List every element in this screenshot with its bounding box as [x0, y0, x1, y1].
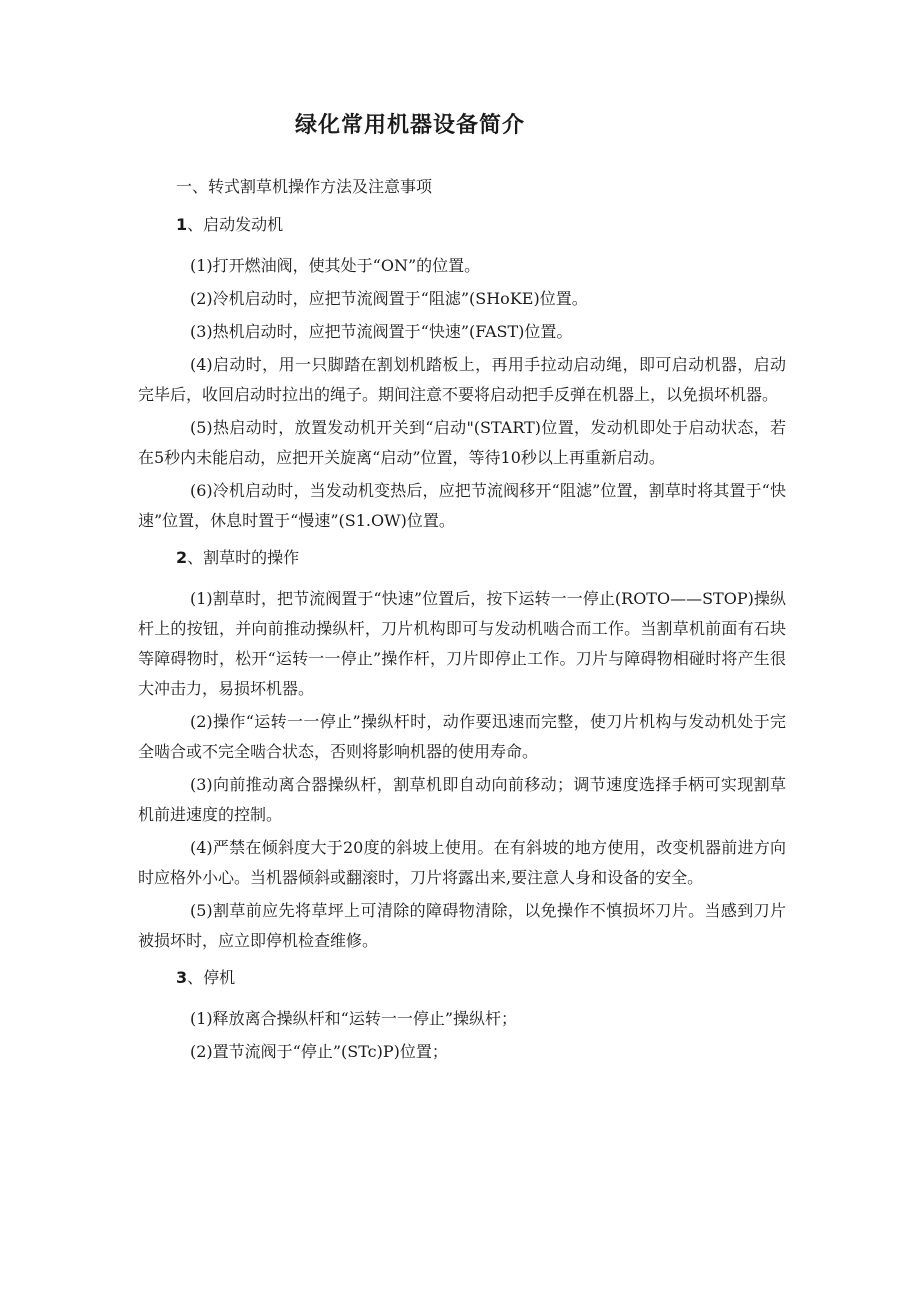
paragraph: (2)置节流阀于“停止”(STc)P)位置； — [190, 1042, 448, 1061]
paragraph: (1)打开燃油阀，使其处于“ON”的位置。 — [190, 256, 481, 275]
spacer — [138, 577, 786, 584]
paragraph: (1)割草时，把节流阀置于“快速”位置后，按下运转一一停止(ROTO——STOP)操纵杆上的按钮，并向前推动操纵杆，刀片机构即可与发动机啮合而工作。当割草机前面有石块等障碍物时，松开“运转一一停止”操作杆，刀片即停止工作。刀片与障碍物相碰时将产生很大冲击力，易损坏机器。 — [138, 589, 786, 698]
subsection-label: 、割草时的操作 — [187, 548, 300, 567]
subsection-heading-2 — [138, 539, 786, 577]
subsection-label: 、停机 — [187, 968, 236, 987]
spacer — [138, 244, 786, 251]
paragraph: (1)释放离合操纵杆和“运转一一停止”操纵杆； — [190, 1009, 518, 1028]
paragraph: (6)冷机启动时，当发动机变热后，应把节流阀移开“阻滤”位置，割草时将其置于“快速”位置，休息时置于“慢速”(S1.OW)位置。 — [138, 481, 786, 530]
document-body — [138, 168, 786, 1070]
paragraph: (2)冷机启动时，应把节流阀置于“阻滤”(SHoKE)位置。 — [190, 289, 588, 308]
paragraph: (5)割草前应先将草坪上可清除的障碍物清除，以免操作不慎损坏刀片。当感到刀片被损坏时，应立即停机检查维修。 — [138, 901, 786, 950]
paragraph: (3)向前推动离合器操纵杆，割草机即自动向前移动；调节速度选择手柄可实现割草机前进速度的控制。 — [138, 775, 786, 824]
paragraph: (5)热启动时，放置发动机开关到“启动"(START)位置，发动机即处于启动状态，若在5秒内未能启动，应把开关旋离“启动”位置，等待10秒以上再重新启动。 — [138, 418, 786, 467]
subsection-number: 2 — [176, 548, 188, 567]
paragraph: (4)启动时，用一只脚踏在割划机踏板上，再用手拉动启动绳，即可启动机器，启动完毕后，收回启动时拉出的绳子。期间注意不要将启动把手反弹在机器上，以免损坏机器。 — [138, 355, 786, 404]
paragraph: (3)热机启动时，应把节流阀置于“快速”(FAST)位置。 — [190, 322, 573, 341]
spacer — [138, 997, 786, 1004]
subsection-number: 1 — [176, 215, 188, 234]
section-heading: 一、转式割草机操作方法及注意事项 — [176, 177, 433, 196]
document-title: 绿化常用机器设备简介 — [294, 113, 525, 138]
subsection-number: 3 — [176, 968, 188, 987]
subsection-label: 、启动发动机 — [187, 215, 284, 234]
paragraph: (4)严禁在倾斜度大于20度的斜坡上使用。在有斜坡的地方使用，改变机器前进方向时应格外小心。当机器倾斜或翻滚时，刀片将露出来,要注意人身和设备的安全。 — [138, 838, 786, 887]
subsection-heading-3 — [138, 959, 786, 997]
paragraph: (2)操作“运转一一停止”操纵杆时，动作要迅速而完整，使刀片机构与发动机处于完全啮合或不完全啮合状态，否则将影响机器的使用寿命。 — [138, 712, 786, 761]
subsection-heading-1 — [138, 206, 786, 244]
